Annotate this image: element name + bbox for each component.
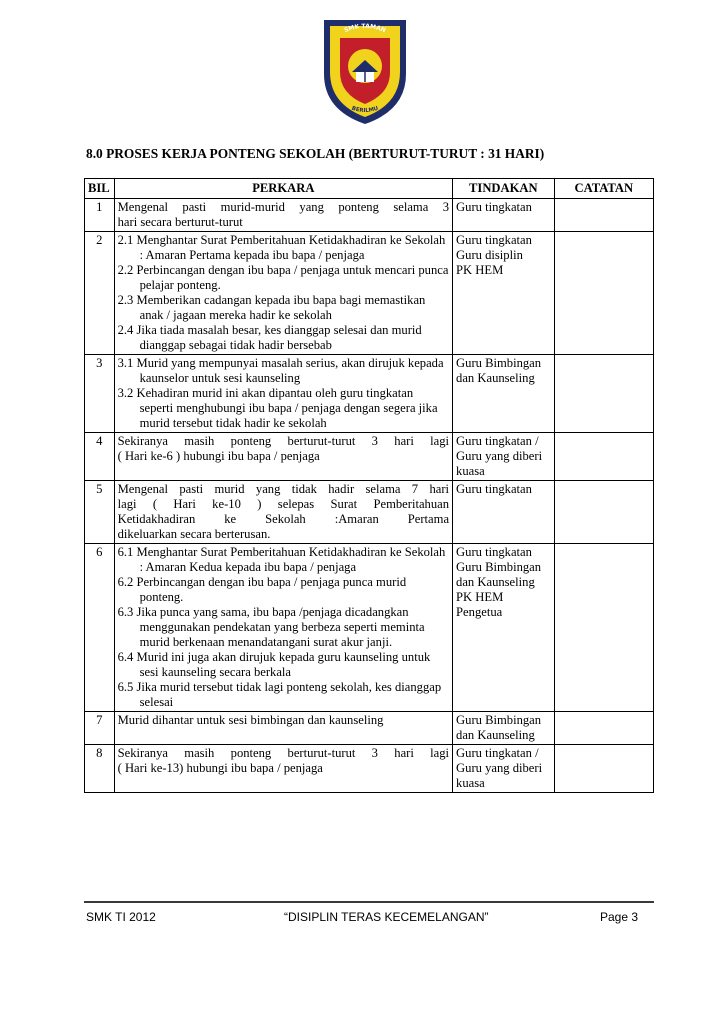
row-tindakan [453,712,555,745]
row-catatan [554,232,653,355]
perkara-line: Murid dihantar untuk sesi bimbingan dan kaunseling [117,713,384,727]
tindakan-line: Guru yang diberi [456,761,543,775]
row-catatan [554,544,653,712]
row-tindakan [453,745,555,793]
perkara-line: Mengenal pasti murid yang tidak hadir selama 7 hari [117,482,450,496]
row-tindakan [453,481,555,544]
perkara-item: 6.3 Jika punca yang sama, ibu bapa /penjaga dicadangkan menggunakan pendekatan yang berbeza seperti meminta murid berkenaan menandatangani surat akur janji. [117,605,425,649]
perkara-item: 6.2 Perbincangan dengan ibu bapa / penjaga punca murid ponteng. [117,575,407,604]
tindakan-line: Guru Bimbingan [456,356,542,370]
school-crest-icon [318,14,412,126]
row-bil: 6 [85,544,115,712]
row-perkara [114,199,452,232]
tindakan-line: kuasa [456,776,485,790]
tindakan-line: PK HEM [456,590,504,604]
tindakan-line: Guru tingkatan [456,200,532,214]
tindakan-line: Guru tingkatan / [456,746,539,760]
perkara-item: 6.4 Murid ini juga akan dirujuk kepada guru kaunseling untuk sesi kaunseling secara berkala [117,650,431,679]
perkara-item: 6.5 Jika murid tersebut tidak lagi ponteng sekolah, kes dianggap selesai [117,680,442,709]
perkara-item: 6.1 Menghantar Surat Pemberitahuan Ketidakhadiran ke Sekolah : Amaran Kedua kepada ibu bapa / penjaga [117,545,446,574]
row-tindakan [453,544,555,712]
perkara-item: 3.1 Murid yang mempunyai masalah serius, akan dirujuk kepada kaunselor untuk sesi kaunseling [117,356,444,385]
tindakan-line: Guru tingkatan [456,482,532,496]
row-catatan [554,433,653,481]
perkara-line: Ketidakhadiran ke Sekolah :Amaran Pertama [117,512,450,526]
row-catatan [554,199,653,232]
footer-divider [84,901,654,903]
row-bil: 5 [85,481,115,544]
row-catatan [554,745,653,793]
row-bil: 2 [85,232,115,355]
table-row [85,433,654,481]
row-bil: 7 [85,712,115,745]
page-number: Page 3 [600,910,639,924]
svg-text:BERILMU: BERILMU [350,105,380,115]
row-catatan [554,481,653,544]
tindakan-line: Guru Bimbingan [456,560,542,574]
tindakan-line: Guru tingkatan / [456,434,539,448]
procedure-table [84,178,654,793]
table-row [85,544,654,712]
row-tindakan [453,232,555,355]
header-perkara: PERKARA [114,179,452,199]
row-perkara [114,232,452,355]
perkara-item: 2.1 Menghantar Surat Pemberitahuan Ketidakhadiran ke Sekolah : Amaran Pertama kepada ibu bapa / penjaga [117,233,446,262]
row-tindakan [453,355,555,433]
row-perkara [114,745,452,793]
header-tindakan: TINDAKAN [453,179,555,199]
perkara-item: 3.2 Kehadiran murid ini akan dipantau oleh guru tingkatan seperti menghubungi ibu bapa / penjaga dengan segera jika murid tersebut tidak hadir ke sekolah [117,386,438,430]
school-logo [318,14,412,126]
table-row [85,232,654,355]
tindakan-line: Guru tingkatan [456,233,532,247]
row-catatan [554,712,653,745]
row-tindakan [453,199,555,232]
section-heading: 8.0 PROSES KERJA PONTENG SEKOLAH (BERTURUT-TURUT : 31 HARI) [86,146,545,161]
footer-left: SMK TI 2012 [86,910,156,924]
row-perkara [114,481,452,544]
tindakan-line: Guru disiplin [456,248,523,262]
tindakan-line: dan Kaunseling [456,575,535,589]
table-header-row [85,179,654,199]
perkara-line: Mengenal pasti murid-murid yang ponteng selama 3 [117,200,450,214]
row-perkara [114,712,452,745]
row-perkara [114,355,452,433]
perkara-line: ( Hari ke-6 ) hubungi ibu bapa / penjaga [117,449,320,463]
tindakan-line: PK HEM [456,263,504,277]
table-row [85,745,654,793]
tindakan-line: Guru Bimbingan [456,713,542,727]
perkara-item: 2.2 Perbincangan dengan ibu bapa / penjaga untuk mencari punca pelajar ponteng. [117,263,449,292]
perkara-line: hari secara berturut-turut [117,215,243,229]
perkara-line: ( Hari ke-13) hubungi ibu bapa / penjaga [117,761,323,775]
table-row [85,355,654,433]
row-bil: 3 [85,355,115,433]
table-row [85,199,654,232]
perkara-line: dikeluarkan secara berterusan. [117,527,271,541]
footer-motto: “DISIPLIN TERAS KECEMELANGAN” [284,910,489,924]
row-tindakan [453,433,555,481]
perkara-line: lagi ( Hari ke-10 ) selepas Surat Pemberitahuan [117,497,450,511]
row-catatan [554,355,653,433]
tindakan-line: kuasa [456,464,485,478]
perkara-item: 2.4 Jika tiada masalah besar, kes dianggap selesai dan murid dianggap sebagai tidak hadir bersebab [117,323,422,352]
tindakan-line: dan Kaunseling [456,728,535,742]
tindakan-line: Guru tingkatan [456,545,532,559]
perkara-line: Sekiranya masih ponteng berturut-turut 3 hari lagi [117,434,450,448]
svg-text:SMK TAMAN: SMK TAMAN [343,22,387,35]
row-perkara [114,433,452,481]
row-bil: 1 [85,199,115,232]
row-bil: 4 [85,433,115,481]
tindakan-line: Guru yang diberi [456,449,543,463]
perkara-item: 2.3 Memberikan cadangan kepada ibu bapa bagi memastikan anak / jagaan mereka hadir ke sekolah [117,293,426,322]
row-bil: 8 [85,745,115,793]
row-perkara [114,544,452,712]
tindakan-line: Pengetua [456,605,503,619]
table-row [85,712,654,745]
header-bil: BIL [85,179,115,199]
tindakan-line: dan Kaunseling [456,371,535,385]
header-catatan: CATATAN [554,179,653,199]
perkara-line: Sekiranya masih ponteng berturut-turut 3 hari lagi [117,746,450,760]
table-row [85,481,654,544]
